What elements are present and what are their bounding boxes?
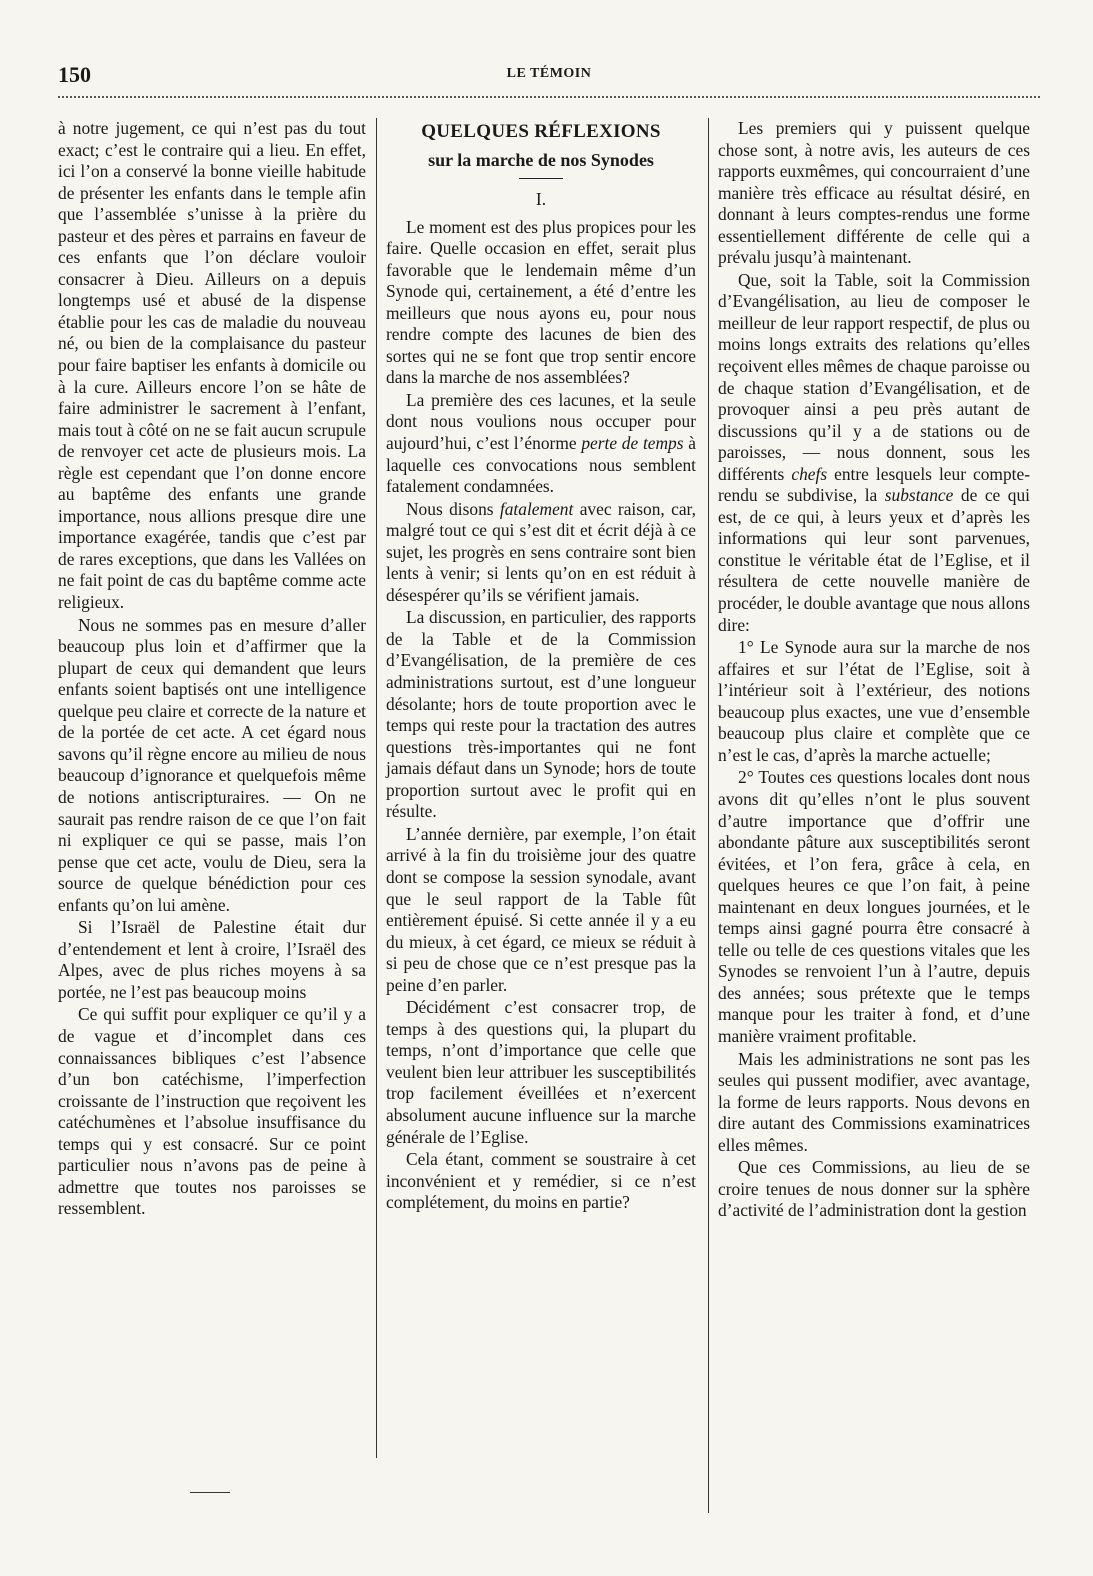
column-divider: [708, 118, 709, 1513]
section-number: I.: [535, 189, 547, 209]
paragraph: Nous disons fatalement avec raison, car, malgré tout ce qui s’est dit et écrit déjà à ce sujet, les progrès en sens contraire sont bien lents à venir; si lents qu’on en est réduit à désespérer qu’ils se vérifient jamais.: [386, 498, 696, 605]
paragraph: La première des ces lacunes, et la seule dont nous voulions nous occuper pour aujourd’hui, c’est l’énorme perte de temps à laquelle ces convocations nous semblent fatalement condamnées.: [386, 389, 696, 497]
page-number: 150: [58, 62, 91, 87]
paragraph: Nous ne sommes pas en mesure d’aller beaucoup plus loin et d’affirmer que la plupart de ceux qui demandent que leurs enfants soient baptisés ont une intelligence quelque peu claire et correcte de la nature et de la portée de cet acte. A cet égard nous savons qu’il règne encore au milieu de nous beaucoup d’ignorance et quelquefois même de notions antiscripturaires. — On ne saurait pas rendre raison de ce que l’on fait ni expliquer ce qui se passe, mais l’on pense que cet acte, voulu de Dieu, sera la source de quelque bénédiction pour ces enfants qu’on lui amène.: [58, 614, 366, 915]
paragraph: Les premiers qui y puissent quelque chose sont, à notre avis, les auteurs de ces rapports euxmêmes, qui concourraient d’une manière très efficace au résultat désiré, en donnant à leurs comptes-rendus une forme essentiellement différente de celle qui a prévalu jusqu’à maintenant.: [718, 118, 1030, 268]
page-header: [58, 62, 1040, 88]
title-divider: [519, 178, 563, 179]
column-left: [58, 118, 366, 1221]
journal-title: LE TÉMOIN: [506, 66, 592, 81]
header-divider: [58, 96, 1040, 98]
paragraph: Cela étant, comment se soustraire à cet inconvénient et y remédier, si ce n’est complétement, du moins en partie?: [386, 1149, 696, 1213]
paragraph: Décidément c’est consacrer trop, de temps à des questions qui, la plupart du temps, n’ont d’importance que celle que veulent bien leur attribuer les susceptibilités trop facilement éveillées et n’exercent absolument aucune influence sur la marche générale de l’Eglise.: [386, 997, 696, 1147]
paragraph: La discussion, en particulier, des rapports de la Table et de la Commission d’Evangélisation, de la première de ces administrations surtout, est d’une longueur désolante; hors de toute proportion avec le temps qui reste pour la tractation des autres questions très-importantes qui ne font jamais défaut dans un Synode; hors de toute proportion surtout avec le profit qui en résulte.: [386, 607, 696, 822]
paragraph: Mais les administrations ne sont pas les seules qui pussent modifier, avec avantage, la forme de leurs rapports. Nous devons en dire autant des Commissions examinatrices elles mêmes.: [718, 1048, 1030, 1155]
paragraph: Le moment est des plus propices pour les faire. Quelle occasion en effet, serait plus favorable que le lendemain même d’un Synode qui, certainement, a été d’entre les meilleurs que nous ayons eu, pour nous rendre compte des lacunes de bien des sortes qui ne se font que trop sentir encore dans la marche de nos assemblées?: [386, 216, 696, 388]
paragraph: Que ces Commissions, au lieu de se croire tenues de nous donner sur la sphère d’activité de l’administration dont la gestion: [718, 1157, 1030, 1221]
article-subtitle: sur la marche de nos Synodes: [428, 150, 654, 170]
paragraph: 2° Toutes ces questions locales dont nous avons dit qu’elles n’ont le plus souvent d’autre importance que d’offrir une abondante pâture aux susceptibilités seront évitées, et l’on fera, grâce à cela, en quelques heures ce que l’on fait, à peine maintenant en deux longues journées, et le temps ainsi gagné pourra être consacré à telle ou telle de ces questions vitales que les Synodes se renvoient l’un à l’autre, depuis des années; sous prétexte que le temps manque pour les traiter à fond, et d’une manière vraiment profitable.: [718, 767, 1030, 1046]
paragraph: L’année dernière, par exemple, l’on était arrivé à la fin du troisième jour des quatre dont se compose la session synodale, avant que le seul rapport de la Table fût entièrement épuisé. Si cette année il y a eu du mieux, à cet égard, ce mieux se réduit à si peu de chose que ce n’est presque pas la peine d’en parler.: [386, 823, 696, 995]
paragraph: à notre jugement, ce qui n’est pas du tout exact; c’est le contraire qui a lieu. En effet, ici l’on a conservé la bonne vieille habitude de présenter les enfants dans le temple afin que l’assemblée s’unisse à la prière du pasteur et des pères et parrains en faveur de ces enfants que l’on déclare vouloir consacrer à Dieu. Ailleurs on a depuis longtemps usé et abusé de la dispense établie pour les cas de maladie du nouveau né, ou bien de la complaisance du pasteur pour faire baptiser les enfants à domicile ou à la cure. Ailleurs encore l’on se hâte de faire administrer le sacrement à l’enfant, mais tout à côté on ne se fait aucun scrupule de renvoyer cet acte de plusieurs mois. La règle est cependant que l’on donne encore au baptême des enfants une grande importance, nous allions presque dire une importance exagérée, tandis que c’est par de rares exceptions, que dans les Vallées on ne fait point de cas du baptême comme acte religieux.: [58, 118, 366, 613]
article-title: QUELQUES RÉFLEXIONS: [421, 121, 661, 142]
column-right: [718, 118, 1030, 1223]
paragraph: 1° Le Synode aura sur la marche de nos affaires et sur l’état de l’Eglise, soit à l’intérieur soit à l’extérieur, des notions beaucoup plus exactes, une vue d’ensemble beaucoup plus claire et complète que ce n’est le cas, d’après la marche actuelle;: [718, 637, 1030, 765]
paragraph: Que, soit la Table, soit la Commission d’Evangélisation, au lieu de composer le meilleur de leur rapport respectif, de plus ou moins longs extraits des relations qu’elles reçoivent elles mêmes de chaque paroisse ou de chaque station d’Evangélisation, et de provoquer ainsi a peu près autant de discussions qu’il y a de stations ou de paroisses, — nous donnent, sous les différents chefs entre lesquels leur compte-rendu se subdivise, la substance de ce qui est, de ce qui, à leurs yeux et d’après les informations qui leur sont parvenues, constitue le véritable état de l’Eglise, et il résultera de cette nouvelle manière de procéder, le double avantage que nous allons dire:: [718, 269, 1030, 635]
end-divider: [190, 1492, 230, 1493]
column-middle: [386, 118, 696, 1215]
paragraph: Si l’Israël de Palestine était dur d’entendement et lent à croire, l’Israël des Alpes, avec de plus riches moyens à sa portée, ne l’est pas beaucoup moins: [58, 917, 366, 1002]
column-divider: [376, 118, 377, 1458]
paragraph: Ce qui suffit pour expliquer ce qu’il y a de vague et d’incomplet dans ces connaissances bibliques c’est l’absence d’un bon catéchisme, l’imperfection croissante de l’instruction que reçoivent les catéchumènes et l’absolue insuffisance du temps qui y est consacré. Sur ce point particulier nous n’avons pas de peine à admettre que toutes nos paroisses se ressemblent.: [58, 1004, 366, 1219]
